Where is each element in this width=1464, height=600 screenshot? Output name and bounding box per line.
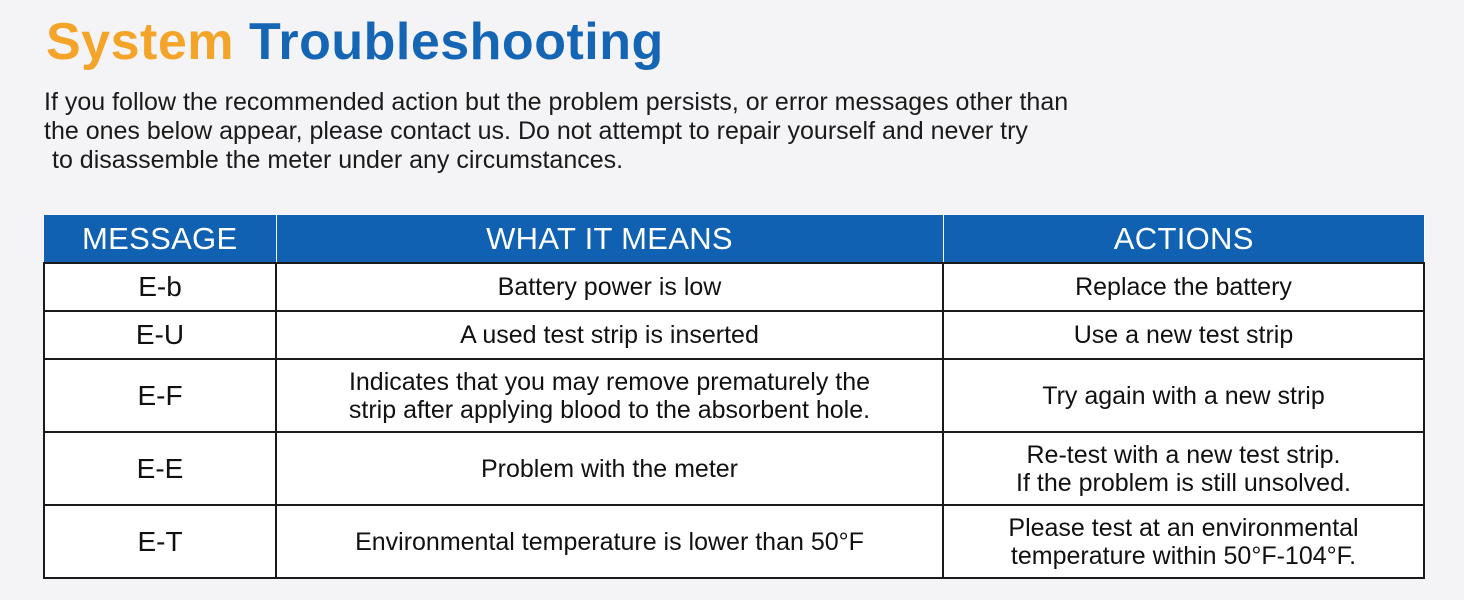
meaning-cell (276, 311, 943, 359)
table-row (44, 505, 1424, 578)
action-text: temperature within 50°F-104°F. (1010, 541, 1357, 570)
action-text: If the problem is still unsolved. (1016, 468, 1351, 497)
table-row (44, 311, 1424, 359)
meaning-text: Battery power is low (497, 273, 722, 301)
table-row (44, 432, 1424, 505)
error-code: E-F (44, 359, 276, 432)
page-title (46, 12, 664, 72)
error-code: E-E (44, 432, 276, 505)
action-cell (943, 432, 1424, 505)
meaning-text: A used test strip is inserted (460, 321, 759, 349)
meaning-text: Indicates that you may remove prematurely the (348, 367, 871, 396)
meaning-text: strip after applying blood to the absorbent hole. (348, 395, 871, 424)
action-text: Please test at an environmental (1008, 513, 1359, 542)
meaning-cell (276, 505, 943, 578)
error-code: E-b (44, 263, 276, 311)
intro-line: If you follow the recommended action but the problem persists, or error messages other than (44, 88, 1069, 116)
action-text: Re-test with a new test strip. (1026, 440, 1341, 469)
table-row (44, 359, 1424, 432)
error-code: E-T (44, 505, 276, 578)
meaning-cell (276, 263, 943, 311)
meaning-cell (276, 359, 943, 432)
action-text: Try again with a new strip (1042, 381, 1325, 410)
meaning-cell (276, 432, 943, 505)
troubleshooting-table (43, 215, 1425, 579)
error-code: E-U (44, 311, 276, 359)
table-header-row (44, 215, 1424, 263)
meaning-text: Environmental temperature is lower than 50°F (355, 527, 864, 556)
meaning-text: Problem with the meter (480, 454, 739, 483)
intro-line: the ones below appear, please contact us. Do not attempt to repair yourself and never try (44, 117, 1028, 145)
action-cell (943, 359, 1424, 432)
header-message: MESSAGE (44, 215, 276, 263)
action-text: Use a new test strip (1073, 321, 1294, 349)
title-word-system: System (46, 13, 234, 71)
intro-paragraph (44, 88, 1304, 175)
action-cell (943, 505, 1424, 578)
header-what-it-means: WHAT IT MEANS (276, 215, 943, 263)
header-actions: ACTIONS (943, 215, 1424, 263)
action-text: Replace the battery (1075, 273, 1292, 301)
table-row (44, 263, 1424, 311)
action-cell (943, 311, 1424, 359)
action-cell (943, 263, 1424, 311)
intro-line: to disassemble the meter under any circumstances. (52, 146, 624, 174)
title-word-troubleshooting: Troubleshooting (248, 13, 664, 71)
